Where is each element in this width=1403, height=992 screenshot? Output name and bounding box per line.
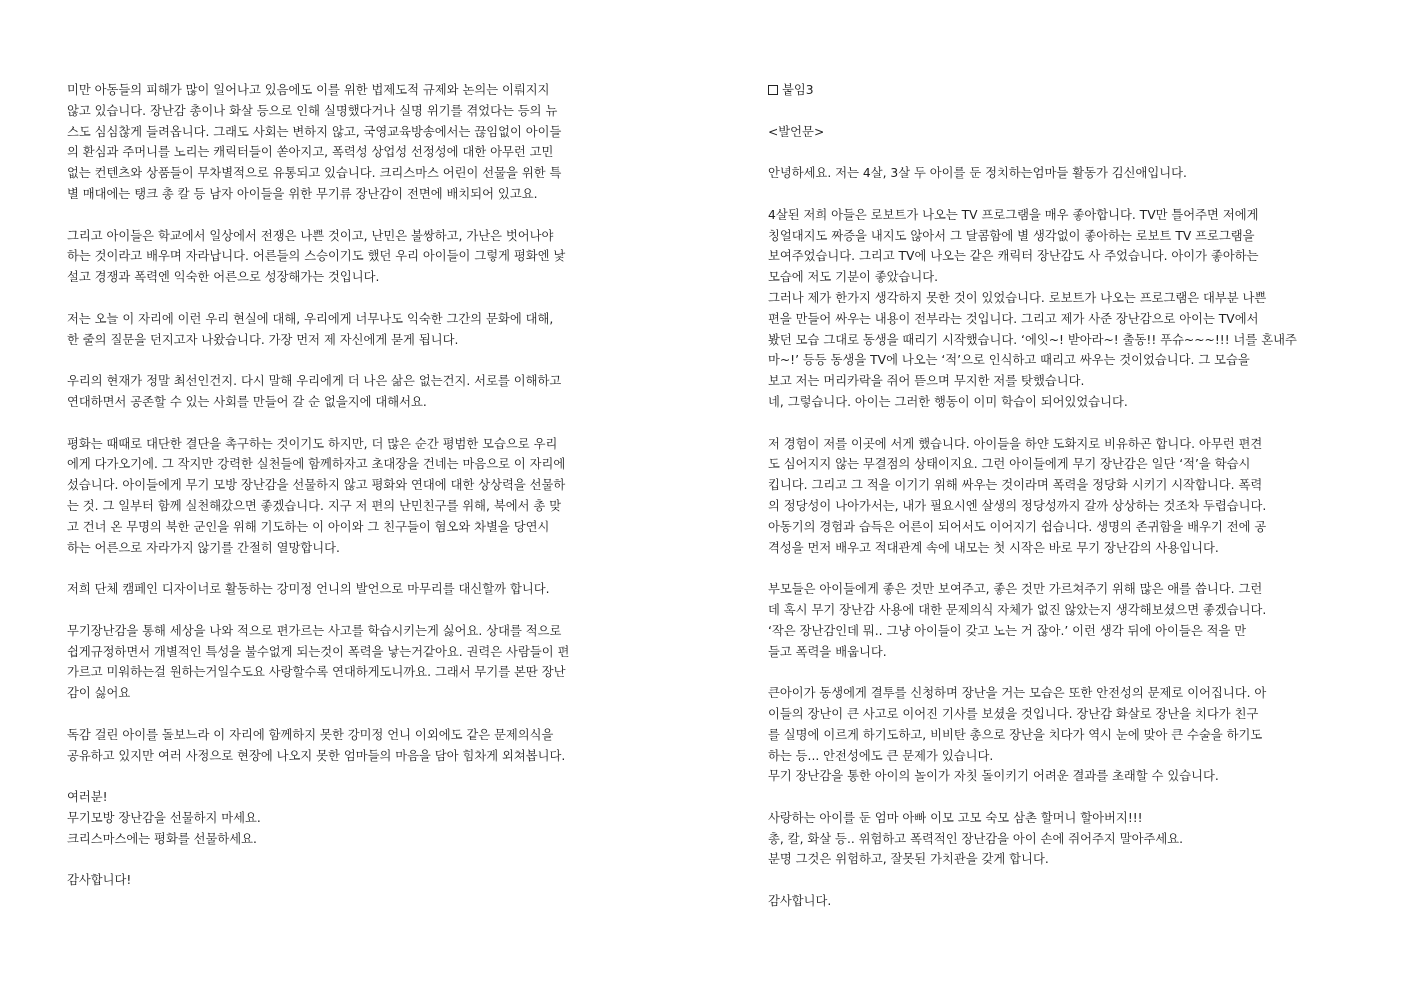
text-line: 네, 그렇습니다. 아이는 그러한 행동이 이미 학습이 되어있었습니다. [768,394,1128,409]
text-line: 에게 다가오기에. 그 작지만 강력한 실천들에 함께하자고 초대장을 건네는 마음으로 이 자리에 [67,457,566,472]
text-line: 가르고 미워하는걸 원하는거일수도요 사랑할수록 연대하게도니까요. 그래서 무기를 본딴 장난 [67,665,566,680]
attachment-heading [768,80,1340,101]
text-line: 데 혹시 무기 장난감 사용에 대한 문제의식 자체가 없진 않았는지 생각해보셨으면 좋겠습니다. [768,602,1267,617]
text-line: 마~!’ 등등 동생을 TV에 나오는 ‘적’으로 인식하고 때리고 싸우는 것이었습니다. 그 모습을 [768,353,1250,368]
text-line: 독감 걸린 아이를 돌보느라 이 자리에 함께하지 못한 강미정 언니 이외에도 같은 문제의식을 [67,727,554,742]
paragraph [768,891,1340,912]
text-line: 섰습니다. 아이들에게 무기 모방 장난감을 선물하지 않고 평화와 연대에 대한 상상력을 선물하 [67,478,566,493]
text-line: 그리고 아이들은 학교에서 일상에서 전쟁은 나쁜 것이고, 난민은 불쌍하고, 가난은 벗어나야 [67,228,554,243]
text-line: 분명 그것은 위험하고, 잘못된 가치관을 갖게 합니다. [768,852,1049,867]
text-line: 그러나 제가 한가지 생각하지 못한 것이 있었습니다. 로보트가 나오는 프로그램은 대부분 나쁜 [768,290,1267,305]
text-line: 무기모방 장난감을 선물하지 마세요. [67,810,261,825]
text-line: 저 경험이 저를 이곳에 서게 했습니다. 아이들을 하얀 도화지로 비유하곤 합니다. 아무런 편견 [768,436,1263,451]
left-text-column [67,80,637,912]
paragraph [67,80,637,205]
paragraph [67,371,637,413]
paragraph [67,579,637,600]
text-line: 설고 경쟁과 폭력엔 익숙한 어른으로 성장해가는 것입니다. [67,270,380,285]
text-line: 킵니다. 그리고 그 적을 이기기 위해 싸우는 것이라며 폭력을 정당화 시키기 시작합니다. 폭력 [768,478,1263,493]
text-line: 칭얼대지도 짜증을 내지도 않아서 그 달콤함에 별 생각없이 좋아하는 로보트 TV 프로그램을 [768,228,1255,243]
text-line: 스도 심심찮게 들려옵니다. 그래도 사회는 변하지 않고, 국영교육방송에서는 끊임없이 아이들 [67,124,562,139]
text-line: 의 정당성이 나아가서는, 내가 필요시엔 살생의 정당성까지 갈까 상상하는 것조차 두렵습니다. [768,498,1267,513]
text-line: 크리스마스에는 평화를 선물하세요. [67,831,257,846]
paragraph [67,870,637,891]
text-line: 하는 어른으로 자라가지 않기를 간절히 열망합니다. [67,540,340,555]
text-line: 공유하고 있지만 여러 사정으로 현장에 나오지 못한 엄마들의 마음을 담아 힘차게 외쳐봅니다. [67,748,566,763]
text-line: ‘작은 장난감인데 뭐.. 그냥 아이들이 갖고 노는 거 잖아.’ 이런 생각 뒤에 아이들은 적을 만 [768,623,1247,638]
text-line: 저희 단체 캠페인 디자이너로 활동하는 강미정 언니의 발언으로 마무리를 대신할까 합니다. [67,582,550,597]
paragraph [67,309,637,351]
text-line: 도 심어지지 않는 무결점의 상태이지요. 그런 아이들에게 무기 장난감은 일단 ‘적’을 학습시 [768,457,1251,472]
text-line: 않고 있습니다. 장난감 총이나 화살 등으로 인해 실명했다거나 실명 위기를 겪었다는 등의 뉴 [67,103,558,118]
section-title: <발언문> [768,124,825,139]
text-line: 편을 만들어 싸우는 내용이 전부라는 것입니다. 그리고 제가 사준 장난감으로 아이는 TV에서 [768,311,1259,326]
paragraph [768,205,1340,413]
paragraph [67,434,637,559]
text-line: 총, 칼, 화살 등.. 위험하고 폭력적인 장난감을 아이 손에 쥐어주지 말아주세요. [768,831,1183,846]
text-line: 없는 컨텐츠와 상품들이 무차별적으로 유통되고 있습니다. 크리스마스 어린이 선물을 위한 특 [67,166,562,181]
attachment-label: 붙임3 [782,83,814,97]
text-line: 미만 아동들의 피해가 많이 일어나고 있음에도 이를 위한 법제도적 규제와 논의는 이뤄지지 [67,83,550,97]
right-paragraphs [768,163,1340,912]
text-line: 하는 등... 안전성에도 큰 문제가 있습니다. [768,748,994,763]
paragraph [768,163,1340,184]
text-line: 우리의 현재가 정말 최선인건지. 다시 말해 우리에게 더 나은 삶은 없는건지. 서로를 이해하고 [67,374,562,389]
section-title-row [768,122,1340,143]
text-line: 부모들은 아이들에게 좋은 것만 보여주고, 좋은 것만 가르쳐주기 위해 많은 애를 씁니다. 그런 [768,582,1263,597]
text-line: 한 줄의 질문을 던지고자 나왔습니다. 가장 먼저 제 자신에게 묻게 됩니다. [67,332,459,347]
text-line: 감이 싫어요 [67,686,131,701]
paragraph [67,787,637,849]
text-line: 연대하면서 공존할 수 있는 사회를 만들어 갈 순 없을지에 대해서요. [67,394,427,409]
text-line: 감사합니다. [768,894,832,909]
paragraph [67,226,637,288]
paragraph [768,579,1340,662]
text-line: 평화는 때때로 대단한 결단을 촉구하는 것이기도 하지만, 더 많은 순간 평범한 모습으로 우리 [67,436,558,451]
text-line: 무기 장난감을 통한 아이의 놀이가 자칫 돌이키기 어려운 결과를 초래할 수 있습니다. [768,769,1219,784]
text-line: 저는 오늘 이 자리에 이런 우리 현실에 대해, 우리에게 너무나도 익숙한 그간의 문화에 대해, [67,311,554,326]
text-line: 들고 폭력을 배웁니다. [768,644,887,659]
text-line: 여러분! [67,790,108,805]
text-line: 무기장난감을 통해 세상을 나와 적으로 편가르는 사고를 학습시키는게 싫어요. 상대를 적으로 [67,623,562,638]
text-line: 모습에 저도 기분이 좋았습니다. [768,270,939,285]
text-line: 고 건너 온 무명의 북한 군인을 위해 기도하는 이 아이와 그 친구들이 혐오와 차별을 당연시 [67,519,550,534]
text-line: 는 것. 그 일부터 함께 실천해갔으면 좋겠습니다. 지구 저 편의 난민친구를 위해, 북에서 총 맞 [67,498,562,513]
text-line: 를 실명에 이르게 하기도하고, 비비탄 총으로 장난을 치다가 역시 눈에 맞아 큰 수술을 하기도 [768,727,1263,742]
text-line: 큰아이가 동생에게 결투를 신청하며 장난을 거는 모습은 또한 안전성의 문제로 이어집니다. 아 [768,686,1267,701]
text-line: 하는 것이라고 배우며 자라납니다. 어른들의 스승이기도 했던 우리 아이들이 그렇게 평화엔 낯 [67,249,566,264]
text-line: 보고 저는 머리카락을 쥐어 뜯으며 무지한 저를 탓했습니다. [768,374,1085,389]
text-line: 아동기의 경험과 습득은 어른이 되어서도 이어지기 쉽습니다. 생명의 존귀함을 배우기 전에 공 [768,519,1267,534]
right-text-column [768,80,1340,933]
text-line: 안녕하세요. 저는 4살, 3살 두 아이를 둔 정치하는엄마들 활동가 김신애입니다. [768,166,1187,181]
checkbox-icon [768,85,778,95]
text-line: 봤던 모습 그대로 동생을 때리기 시작했습니다. ‘에잇~! 받아라~! 출동!! 푸슈~~~!!! 너를 혼내주 [768,332,1297,347]
text-line: 쉽게규정하면서 개별적인 특성을 불수없게 되는것이 폭력을 낳는거같아요. 권력은 사람들이 편 [67,644,570,659]
text-line: 별 매대에는 탱크 총 칼 등 남자 아이들을 위한 무기류 장난감이 전면에 배치되어 있고요. [67,186,538,201]
text-line: 이들의 장난이 큰 사고로 이어진 기사를 보셨을 것입니다. 장난감 화살로 장난을 치다가 친구 [768,706,1259,721]
paragraph [768,434,1340,559]
text-line: 감사합니다! [67,873,132,888]
text-line: 4살된 저희 아들은 로보트가 나오는 TV 프로그램을 매우 좋아합니다. TV만 틀어주면 저에게 [768,207,1259,222]
paragraph [768,808,1340,870]
paragraph [768,683,1340,787]
paragraph [67,621,637,704]
text-line: 보여주었습니다. 그리고 TV에 나오는 같은 캐릭터 장난감도 사 주었습니다. 아이가 좋아하는 [768,249,1259,264]
left-page [0,0,700,992]
text-line: 사랑하는 아이를 둔 엄마 아빠 이모 고모 숙모 삼촌 할머니 할아버지!!! [768,810,1143,825]
text-line: 격성을 먼저 배우고 적대관계 속에 내모는 첫 시작은 바로 무기 장난감의 사용입니다. [768,540,1219,555]
text-line: 의 환심과 주머니를 노리는 캐릭터들이 쏟아지고, 폭력성 상업성 선정성에 대한 아무런 고민 [67,145,554,160]
right-page [702,0,1403,992]
paragraph [67,725,637,767]
